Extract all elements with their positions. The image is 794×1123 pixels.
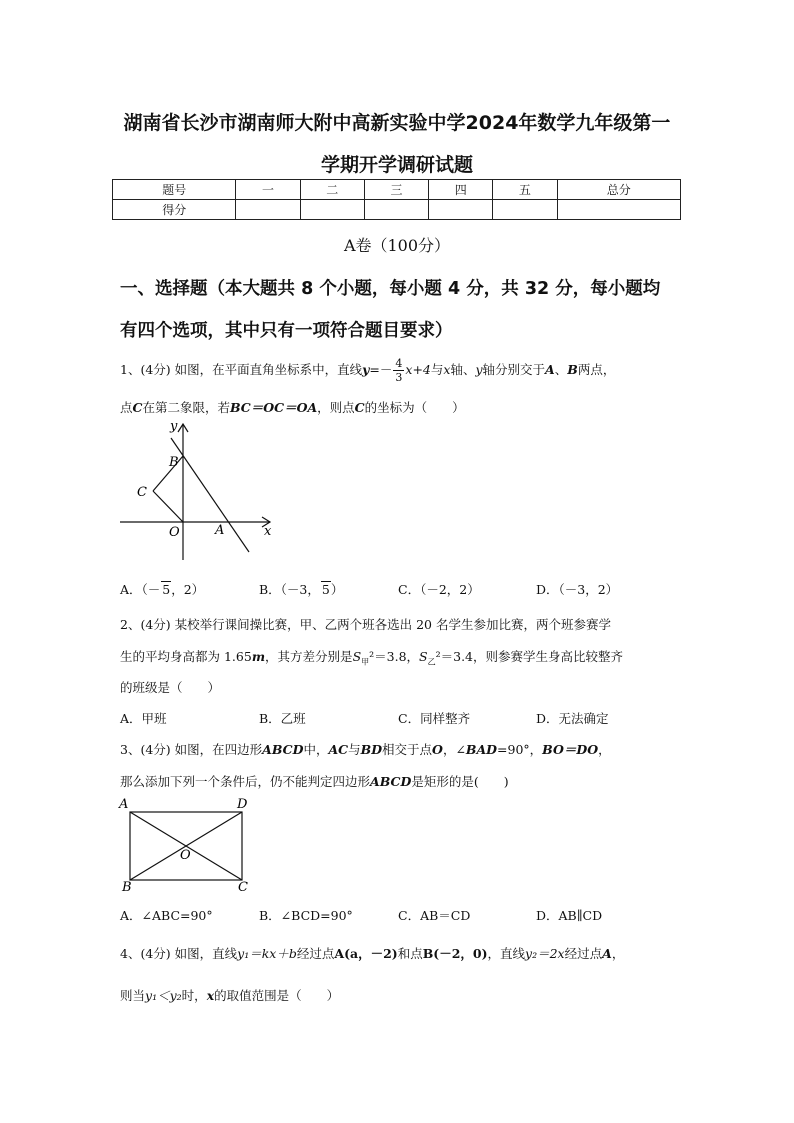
q1-option-b[interactable]: B．（－3， 5） (259, 582, 344, 597)
label-o: O (169, 525, 180, 540)
q1-option-a[interactable]: A．（－ 5，2） (120, 582, 205, 597)
label-c: C (137, 485, 147, 500)
q2-option-d[interactable]: D．无法确定 (536, 711, 609, 726)
score-input-cell[interactable] (493, 200, 557, 220)
q3-rectangle-figure (115, 795, 255, 895)
q3-option-b[interactable]: B．∠BCD=90° (259, 908, 353, 923)
score-header-cell: 五 (493, 180, 557, 200)
label-b: B (122, 880, 132, 895)
label-y: y (170, 419, 178, 434)
q1-coordinate-figure (115, 418, 280, 563)
q4-line2: 则当y₁＜y₂时，x的取值范围是（ ） (120, 988, 340, 1003)
label-a: A (119, 797, 129, 812)
q3-line1: 3、(4分) 如图，在四边形ABCD中，AC与BD相交于点O，∠BAD=90°，BO＝DO， (120, 742, 611, 757)
score-header-cell: 题号 (113, 180, 236, 200)
score-header-cell: 三 (364, 180, 428, 200)
label-c: C (238, 880, 248, 895)
score-input-cell[interactable] (300, 200, 364, 220)
label-x: x (264, 524, 272, 539)
score-table (112, 179, 681, 220)
q2-option-a[interactable]: A．甲班 (120, 711, 167, 726)
paper-a-heading: A卷（100分） (343, 236, 451, 255)
score-row-label: 得分 (113, 200, 236, 220)
q3-option-d[interactable]: D．AB∥CD (536, 908, 603, 923)
exam-title-line1: 湖南省长沙市湖南师大附中高新实验中学2024年数学九年级第一 (123, 112, 671, 134)
q3-option-a[interactable]: A．∠ABC=90° (120, 908, 213, 923)
label-o: O (180, 848, 191, 863)
score-input-cell[interactable] (364, 200, 428, 220)
q1-line2: 点C在第二象限，若BC＝OC＝OA，则点C的坐标为（ ） (120, 400, 465, 415)
segment-oc (153, 491, 183, 522)
score-table-header-row (113, 180, 681, 200)
fraction: $\frac{4}{3}$ (395, 357, 403, 384)
score-input-cell[interactable] (429, 200, 493, 220)
q2-option-b[interactable]: B．乙班 (259, 711, 306, 726)
label-b: B (169, 455, 179, 470)
q4-line1: 4、(4分) 如图，直线y₁＝kx＋b经过点A(a，－2)和点B(－2，0)，直线y₂＝2x经过点A， (120, 946, 625, 961)
label-d: D (237, 797, 248, 812)
q2-line1: 2、(4分) 某校举行课间操比赛，甲、乙两个班各选出 20 名学生参加比赛，两个班参赛学 (120, 617, 611, 632)
exam-title-line2: 学期开学调研试题 (320, 154, 473, 176)
q1-option-d[interactable]: D．（－3，2） (536, 582, 619, 597)
q3-option-c[interactable]: C．AB＝CD (398, 908, 471, 923)
section1-heading-line2: 有四个选项，其中只有一项符合题目要求） (120, 321, 453, 341)
score-header-cell: 二 (300, 180, 364, 200)
q2-line2: 生的平均身高都为 1.65m，其方差分别是$S_甲^2=3.8$，$S_乙^2=3.4$，则参赛学生身高比较整齐 (120, 649, 624, 667)
q2-line3: 的班级是（ ） (120, 680, 221, 695)
q3-line2: 那么添加下列一个条件后，仍不能判定四边形ABCD是矩形的是( ) (120, 774, 509, 789)
score-header-cell: 四 (429, 180, 493, 200)
score-table-score-row (113, 200, 681, 220)
q1-option-c[interactable]: C．（－2，2） (398, 582, 480, 597)
score-header-cell: 总分 (557, 180, 680, 200)
label-a: A (215, 523, 225, 538)
q2-option-c[interactable]: C．同样整齐 (398, 711, 471, 726)
score-header-cell: 一 (236, 180, 300, 200)
section1-heading-line1: 一、选择题（本大题共 8 个小题，每小题 4 分，共 32 分，每小题均 (120, 279, 661, 299)
score-input-cell[interactable] (236, 200, 300, 220)
score-input-cell[interactable] (557, 200, 680, 220)
q1-line1: 1、(4分) 如图，在平面直角坐标系中，直线y=－ $\frac{4}{3}$ x+4与x轴、y轴分别交于A、B两点， (120, 357, 616, 384)
